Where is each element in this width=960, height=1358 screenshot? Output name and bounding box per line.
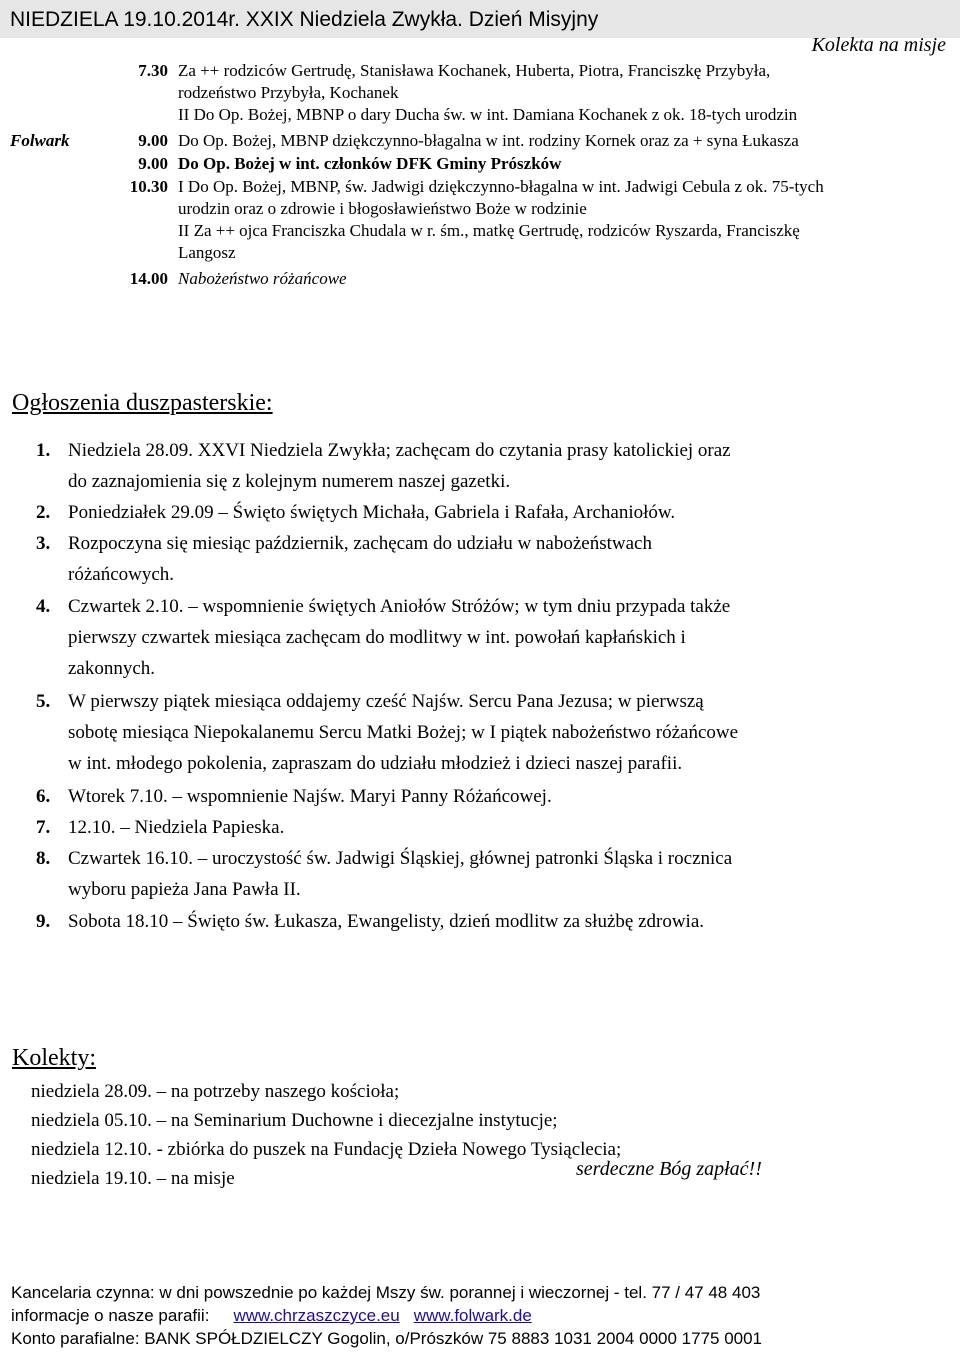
office-hours: Kancelaria czynna: w dni powszednie po każdej Mszy św. porannej i wieczornej - tel. 77 / 47 48 403 xyxy=(11,1283,761,1302)
announcement-number: 5. xyxy=(36,691,51,712)
announcement-text xyxy=(68,435,916,497)
mass-time: 7.30 xyxy=(138,61,168,80)
announcement-text xyxy=(68,497,916,528)
announcement-number: 4. xyxy=(36,596,51,617)
footer xyxy=(11,1281,762,1350)
mass-location: Folwark xyxy=(10,131,70,150)
announcement-number: 2. xyxy=(36,502,51,523)
mass-line: Nabożeństwo różańcowe xyxy=(178,269,347,288)
mass-description xyxy=(178,130,948,152)
announcement-line: sobotę miesiąca Niepokalanemu Sercu Matki Bożej; w I piątek nabożeństwo różańcowe xyxy=(68,722,739,743)
folwark-website-link[interactable]: www.folwark.de xyxy=(413,1306,532,1325)
collection-item: niedziela 19.10. – na misje xyxy=(31,1168,235,1189)
mass-description xyxy=(178,268,948,290)
mass-line: rodzeństwo Przybyła, Kochanek xyxy=(178,83,399,102)
announcement-number: 7. xyxy=(36,817,51,838)
announcement-number: 3. xyxy=(36,533,51,554)
mass-time: 9.00 xyxy=(138,131,168,150)
mass-description xyxy=(178,176,948,264)
announcement-text xyxy=(68,686,916,779)
announcements-title: Ogłoszenia duszpasterskie: xyxy=(12,390,273,416)
announcement-text xyxy=(68,812,916,843)
mass-description xyxy=(178,60,948,126)
mass-line: Za ++ rodziców Gertrudę, Stanisława Kochanek, Huberta, Piotra, Franciszkę Przybyła, xyxy=(178,61,771,80)
announcement-line: w int. młodego pokolenia, zapraszam do udziału młodzież i dzieci naszej parafii. xyxy=(68,753,683,774)
mass-line: Do Op. Bożej w int. członków DFK Gminy Prószków xyxy=(178,154,562,173)
mass-line: urodzin oraz o zdrowie i błogosławieństwo Boże w rodzinie xyxy=(178,199,587,218)
announcement-text xyxy=(68,906,916,937)
thanks-note: serdeczne Bóg zapłać!! xyxy=(576,1158,762,1180)
announcement-line: Wtorek 7.10. – wspomnienie Najśw. Maryi Panny Różańcowej. xyxy=(68,786,552,807)
announcement-line: pierwszy czwartek miesiąca zachęcam do modlitwy w int. powołań kapłańskich i xyxy=(68,627,686,648)
mass-line: II Do Op. Bożej, MBNP o dary Ducha św. w int. Damiana Kochanek z ok. 18-tych urodzin xyxy=(178,105,798,124)
collections-title: Kolekty: xyxy=(12,1045,96,1071)
bulletin-title: NIEDZIELA 19.10.2014r. XXIX Niedziela Zwykła. Dzień Misyjny xyxy=(10,8,599,31)
announcement-number: 9. xyxy=(36,911,51,932)
mass-time: 9.00 xyxy=(138,154,168,173)
announcement-line: wyboru papieża Jana Pawła II. xyxy=(68,879,301,900)
announcement-number: 1. xyxy=(36,440,51,461)
announcement-number: 6. xyxy=(36,786,51,807)
collection-note: Kolekta na misje xyxy=(811,34,946,56)
announcement-text xyxy=(68,781,916,812)
announcement-line: Czwartek 16.10. – uroczystość św. Jadwigi Śląskiej, głównej patronki Śląska i rocznica xyxy=(68,848,733,869)
mass-line: II Za ++ ojca Franciszka Chudala w r. śm., matkę Gertrudę, rodziców Ryszarda, Franciszkę xyxy=(178,221,800,240)
announcement-line: zakonnych. xyxy=(68,658,156,679)
collections-list xyxy=(31,1077,621,1193)
announcement-text xyxy=(68,843,916,905)
announcement-text xyxy=(68,528,916,590)
bank-account: Konto parafialne: BANK SPÓŁDZIELCZY Gogolin, o/Prószków 75 8883 1031 2004 0000 1775 0001 xyxy=(11,1329,763,1348)
parish-website-link[interactable]: www.chrzaszczyce.eu xyxy=(233,1306,400,1325)
mass-line: I Do Op. Bożej, MBNP, św. Jadwigi dziękczynno-błagalna w int. Jadwigi Cebula z ok. 75-tych xyxy=(178,177,824,196)
mass-line: Langosz xyxy=(178,243,236,262)
announcement-line: różańcowych. xyxy=(68,564,175,585)
announcement-text xyxy=(68,591,916,684)
announcement-line: Poniedziałek 29.09 – Święto świętych Michała, Gabriela i Rafała, Archaniołów. xyxy=(68,502,676,523)
announcement-line: Czwartek 2.10. – wspomnienie świętych Aniołów Stróżów; w tym dniu przypada także xyxy=(68,596,731,617)
mass-line: Do Op. Bożej, MBNP dziękczynno-błagalna w int. rodziny Kornek oraz za + syna Łukasza xyxy=(178,131,799,150)
collection-item: niedziela 05.10. – na Seminarium Duchowne i diecezjalne instytucje; xyxy=(31,1110,558,1131)
announcement-line: do zaznajomienia się z kolejnym numerem naszej gazetki. xyxy=(68,471,511,492)
announcement-line: Niedziela 28.09. XXVI Niedziela Zwykła; zachęcam do czytania prasy katolickiej oraz xyxy=(68,440,731,461)
parish-info-label: informacje o nasze parafii: xyxy=(11,1306,210,1325)
announcement-line: 12.10. – Niedziela Papieska. xyxy=(68,817,285,838)
announcement-line: W pierwszy piątek miesiąca oddajemy cześć Najśw. Sercu Pana Jezusa; w pierwszą xyxy=(68,691,704,712)
mass-time: 10.30 xyxy=(129,177,168,196)
announcement-line: Rozpoczyna się miesiąc październik, zachęcam do udziału w nabożeństwach xyxy=(68,533,652,554)
mass-description xyxy=(178,153,948,175)
announcement-number: 8. xyxy=(36,848,51,869)
parish-info-line xyxy=(11,1304,762,1327)
collection-item: niedziela 12.10. - zbiórka do puszek na Fundację Dzieła Nowego Tysiąclecia; xyxy=(31,1139,622,1160)
collection-item: niedziela 28.09. – na potrzeby naszego kościoła; xyxy=(31,1081,400,1102)
mass-time: 14.00 xyxy=(129,269,168,288)
announcement-line: Sobota 18.10 – Święto św. Łukasza, Ewangelisty, dzień modlitw za służbę zdrowia. xyxy=(68,911,705,932)
